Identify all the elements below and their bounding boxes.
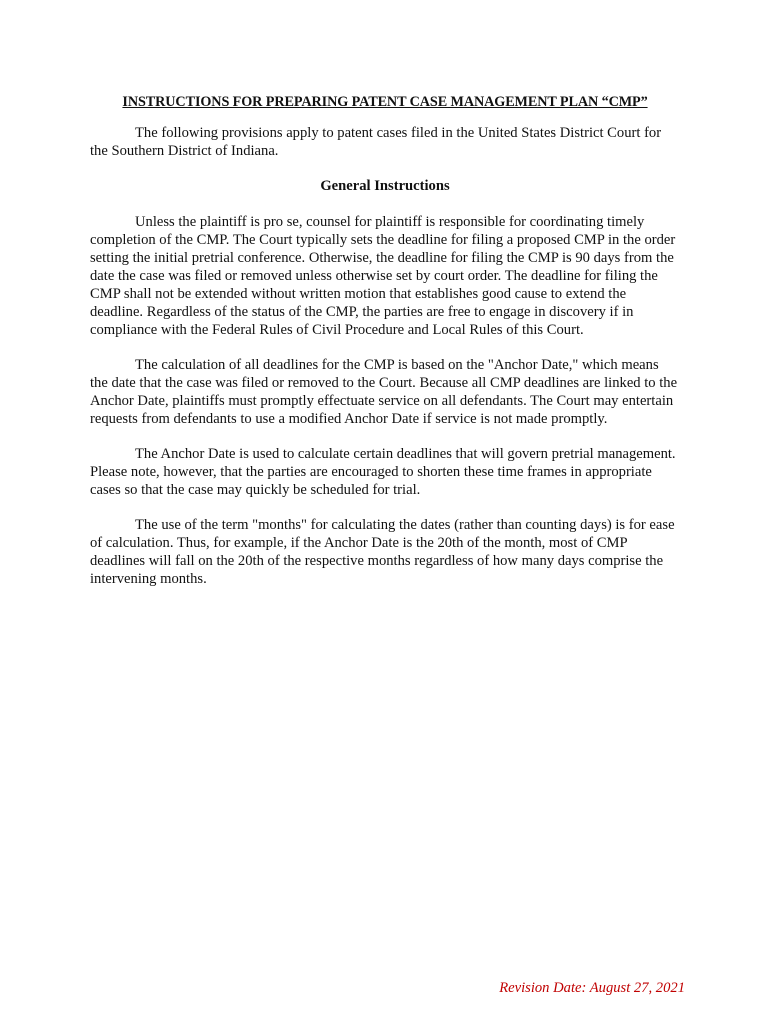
document-body [90,93,680,605]
paragraph-coordination: Unless the plaintiff is pro se, counsel for plaintiff is responsible for coordinating timely completion of the CMP. The Court typically sets the deadline for filing a proposed CMP in the order setting the initial pretrial conference. Otherwise, the deadline for filing the CMP is 90 days from the date the case was filed or removed unless otherwise set by court order. The deadline for filing the CMP shall not be extended without written motion that establishes good cause to extend the deadline. Regardless of the status of the CMP, the parties are free to engage in discovery if in compliance with the Federal Rules of Civil Procedure and Local Rules of this Court. [90,214,676,338]
intro-paragraph: The following provisions apply to patent cases filed in the United States District Court for the Southern District of Indiana. [90,125,662,159]
revision-date: Revision Date: August 27, 2021 [499,980,685,996]
paragraph-months-calculation: The use of the term "months" for calculating the dates (rather than counting days) is for ease of calculation. Thus, for example, if the Anchor Date is the 20th of the month, most of CMP deadlines will fall on the 20th of the respective months regardless of how many days comprise the intervening months. [90,517,675,587]
paragraph-anchor-date-usage: The Anchor Date is used to calculate certain deadlines that will govern pretrial management. Please note, however, that the parties are encouraged to shorten these time frames in appropriate cases so that the case may quickly be scheduled for trial. [90,446,676,498]
section-heading: General Instructions [320,178,450,194]
document-title: INSTRUCTIONS FOR PREPARING PATENT CASE MANAGEMENT PLAN “CMP” [122,94,648,110]
paragraph-anchor-date-definition: The calculation of all deadlines for the CMP is based on the "Anchor Date," which means the date that the case was filed or removed to the Court. Because all CMP deadlines are linked to the Anchor Date, plaintiffs must promptly effectuate service on all defendants. The Court may entertain requests from defendants to use a modified Anchor Date if service is not made promptly. [90,357,678,427]
